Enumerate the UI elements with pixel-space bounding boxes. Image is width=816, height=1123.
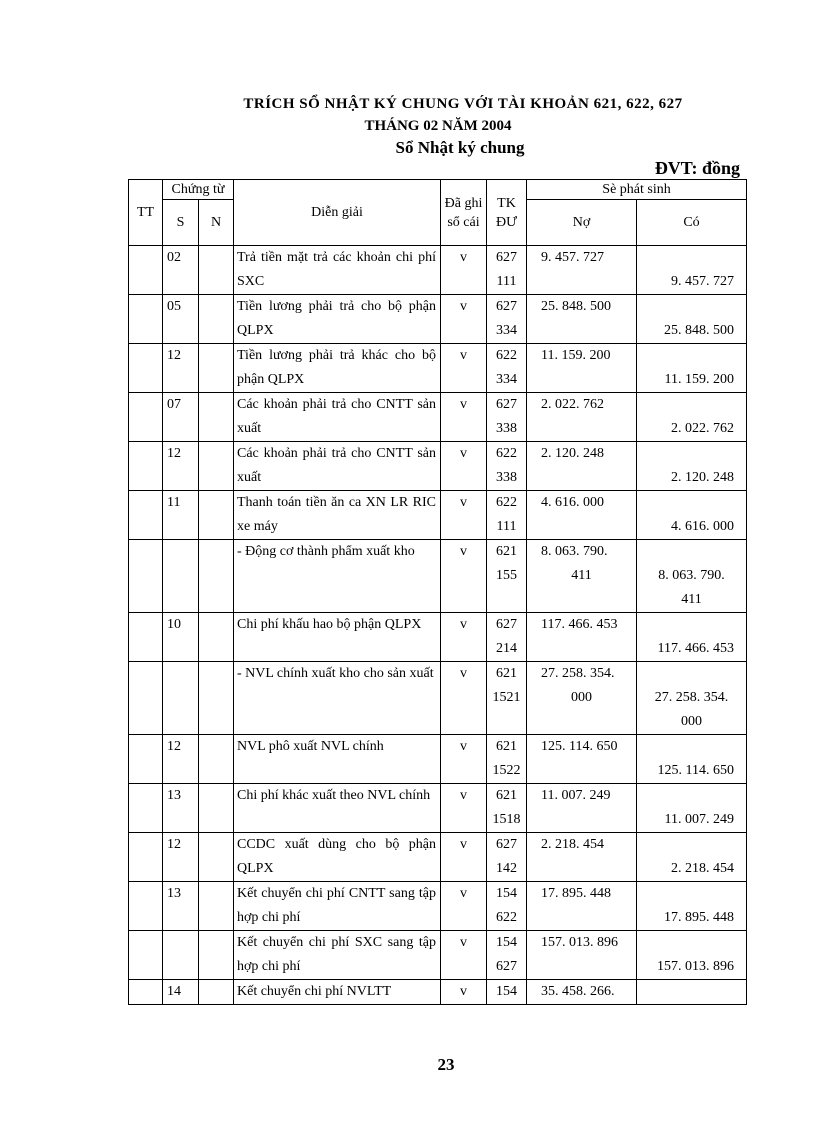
cell-s <box>163 393 199 442</box>
cell-n <box>199 662 234 735</box>
cell-account <box>487 662 527 735</box>
cell-account <box>487 246 527 295</box>
cell-posted <box>441 613 487 662</box>
cell-n <box>199 833 234 882</box>
table-row <box>129 246 747 295</box>
cell-description <box>234 246 441 295</box>
cell-posted <box>441 393 487 442</box>
debit-amount: 2. 218. 454 <box>541 837 604 852</box>
cell-posted <box>441 833 487 882</box>
posted-mark: v <box>460 397 467 412</box>
cell-tt <box>129 662 163 735</box>
cell-tt <box>129 882 163 931</box>
cell-description <box>234 491 441 540</box>
cell-account <box>487 735 527 784</box>
voucher-number: 02 <box>167 250 181 265</box>
debit-amount: 117. 466. 453 <box>541 617 618 632</box>
cell-debit <box>527 980 637 1005</box>
cell-credit <box>637 882 747 931</box>
cell-account <box>487 442 527 491</box>
cell-s <box>163 980 199 1005</box>
cell-n <box>199 442 234 491</box>
cell-description <box>234 980 441 1005</box>
cell-description <box>234 784 441 833</box>
table-row <box>129 882 747 931</box>
cell-tt <box>129 980 163 1005</box>
voucher-number: 11 <box>167 495 181 510</box>
cell-tt <box>129 833 163 882</box>
cell-account <box>487 613 527 662</box>
cell-debit <box>527 784 637 833</box>
table-row <box>129 784 747 833</box>
account-credit: 334 <box>496 323 517 338</box>
cell-posted <box>441 540 487 613</box>
account-debit: 621 <box>496 544 517 559</box>
account-debit: 154 <box>496 984 517 999</box>
debit-amount-cont: 000 <box>571 690 592 705</box>
posted-mark: v <box>460 837 467 852</box>
voucher-number: 05 <box>167 299 181 314</box>
posted-mark: v <box>460 348 467 363</box>
cell-n <box>199 613 234 662</box>
cell-debit <box>527 613 637 662</box>
debit-amount: 9. 457. 727 <box>541 250 604 265</box>
cell-n <box>199 491 234 540</box>
cell-s <box>163 735 199 784</box>
account-credit: 155 <box>496 568 517 583</box>
cell-credit <box>637 833 747 882</box>
cell-s <box>163 442 199 491</box>
credit-amount: 17. 895. 448 <box>664 910 735 925</box>
header-so-phat-sinh: Sè phát sinh <box>527 180 747 200</box>
table-row <box>129 491 747 540</box>
description-text: - NVL chính xuất kho cho sản xuất <box>237 666 434 681</box>
account-credit: 1518 <box>492 812 521 827</box>
voucher-number: 07 <box>167 397 181 412</box>
description-text: Kết chuyển chi phí SXC sang tập hợp chi phí <box>237 935 436 974</box>
cell-n <box>199 735 234 784</box>
cell-account <box>487 784 527 833</box>
cell-credit <box>637 246 747 295</box>
voucher-number: 12 <box>167 348 181 363</box>
cell-credit <box>637 442 747 491</box>
posted-mark: v <box>460 666 467 681</box>
cell-posted <box>441 882 487 931</box>
cell-tt <box>129 540 163 613</box>
cell-debit <box>527 662 637 735</box>
journal-table <box>128 179 747 1005</box>
cell-debit <box>527 735 637 784</box>
account-credit: 1522 <box>492 763 521 778</box>
header-chung-tu: Chứng từ <box>163 180 234 200</box>
debit-amount: 125. 114. 650 <box>541 739 618 754</box>
account-credit: 214 <box>496 641 517 656</box>
cell-credit <box>637 540 747 613</box>
description-text: Thanh toán tiền ăn ca XN LR RIC xe máy <box>237 495 436 534</box>
credit-amount-cont: 411 <box>681 592 702 607</box>
table-row <box>129 662 747 735</box>
posted-mark: v <box>460 617 467 632</box>
voucher-number: 12 <box>167 446 181 461</box>
cell-tt <box>129 393 163 442</box>
cell-credit <box>637 491 747 540</box>
posted-mark: v <box>460 495 467 510</box>
cell-description <box>234 393 441 442</box>
table-row <box>129 833 747 882</box>
voucher-number: 12 <box>167 739 181 754</box>
cell-debit <box>527 882 637 931</box>
cell-debit <box>527 540 637 613</box>
cell-account <box>487 882 527 931</box>
cell-description <box>234 344 441 393</box>
cell-tt <box>129 931 163 980</box>
table-row <box>129 980 747 1005</box>
table-row <box>129 344 747 393</box>
voucher-number: 12 <box>167 837 181 852</box>
account-credit: 627 <box>496 959 517 974</box>
posted-mark: v <box>460 935 467 950</box>
document-title: TRÍCH SỔ NHẬT KÝ CHUNG VỚI TÀI KHOẢN 621, 622, 627 <box>243 96 683 112</box>
cell-s <box>163 833 199 882</box>
header-tt: TT <box>129 180 163 246</box>
header-co: Có <box>637 200 747 246</box>
cell-description <box>234 833 441 882</box>
cell-debit <box>527 295 637 344</box>
account-debit: 622 <box>496 348 517 363</box>
cell-credit <box>637 662 747 735</box>
debit-amount-cont: 411 <box>571 568 592 583</box>
cell-s <box>163 344 199 393</box>
cell-posted <box>441 295 487 344</box>
description-text: Trả tiền mặt trả các khoản chi phí SXC <box>237 250 436 289</box>
cell-posted <box>441 246 487 295</box>
voucher-number: 14 <box>167 984 181 999</box>
header-tk-du: TK ĐƯ <box>487 180 527 246</box>
document-subtitle-month: THÁNG 02 NĂM 2004 <box>364 118 512 134</box>
cell-account <box>487 980 527 1005</box>
account-credit: 111 <box>496 274 517 289</box>
cell-account <box>487 344 527 393</box>
cell-posted <box>441 662 487 735</box>
table-row <box>129 613 747 662</box>
page-number: 23 <box>437 1055 455 1074</box>
table-row <box>129 735 747 784</box>
posted-mark: v <box>460 299 467 314</box>
credit-amount: 27. 258. 354. <box>654 690 729 705</box>
posted-mark: v <box>460 886 467 901</box>
cell-description <box>234 882 441 931</box>
description-text: Chi phí khác xuất theo NVL chính <box>237 788 431 803</box>
credit-amount-cont: 000 <box>681 714 702 729</box>
cell-debit <box>527 442 637 491</box>
cell-posted <box>441 491 487 540</box>
cell-credit <box>637 931 747 980</box>
debit-amount: 2. 120. 248 <box>541 446 604 461</box>
cell-description <box>234 295 441 344</box>
cell-tt <box>129 442 163 491</box>
debit-amount: 4. 616. 000 <box>541 495 604 510</box>
description-text: Các khoản phải trả cho CNTT sản xuất <box>237 397 436 436</box>
description-text: Chi phí khấu hao bộ phận QLPX <box>237 617 422 632</box>
account-debit: 627 <box>496 617 517 632</box>
header-no: Nợ <box>527 200 637 246</box>
cell-tt <box>129 784 163 833</box>
cell-s <box>163 613 199 662</box>
credit-amount: 2. 218. 454 <box>671 861 735 876</box>
cell-debit <box>527 246 637 295</box>
table-row <box>129 442 747 491</box>
debit-amount: 8. 063. 790. <box>541 544 608 559</box>
cell-n <box>199 540 234 613</box>
account-debit: 627 <box>496 299 517 314</box>
cell-posted <box>441 735 487 784</box>
description-text: Các khoản phải trả cho CNTT sản xuất <box>237 446 436 485</box>
description-text: Kết chuyển chi phí CNTT sang tập hợp chi phí <box>237 886 436 925</box>
account-credit: 338 <box>496 470 517 485</box>
cell-credit <box>637 295 747 344</box>
credit-amount: 157. 013. 896 <box>657 959 735 974</box>
cell-s <box>163 662 199 735</box>
posted-mark: v <box>460 788 467 803</box>
debit-amount: 17. 895. 448 <box>541 886 611 901</box>
voucher-number: 13 <box>167 886 181 901</box>
journal-body <box>129 246 747 1005</box>
cell-n <box>199 246 234 295</box>
cell-credit <box>637 735 747 784</box>
debit-amount: 2. 022. 762 <box>541 397 604 412</box>
cell-posted <box>441 931 487 980</box>
cell-tt <box>129 491 163 540</box>
table-row <box>129 393 747 442</box>
description-text: Kết chuyển chi phí NVLTT <box>237 984 392 999</box>
description-text: CCDC xuất dùng cho bộ phận QLPX <box>237 837 436 876</box>
cell-s <box>163 295 199 344</box>
posted-mark: v <box>460 250 467 265</box>
cell-debit <box>527 491 637 540</box>
cell-s <box>163 931 199 980</box>
account-credit: 142 <box>496 861 517 876</box>
posted-mark: v <box>460 739 467 754</box>
debit-amount: 27. 258. 354. <box>541 666 615 681</box>
cell-debit <box>527 833 637 882</box>
cell-tt <box>129 295 163 344</box>
account-debit: 622 <box>496 495 517 510</box>
account-credit: 334 <box>496 372 517 387</box>
debit-amount: 11. 007. 249 <box>541 788 611 803</box>
cell-n <box>199 344 234 393</box>
posted-mark: v <box>460 984 467 999</box>
account-debit: 627 <box>496 837 517 852</box>
description-text: Tiền lương phải trả cho bộ phận QLPX <box>237 299 436 338</box>
cell-s <box>163 246 199 295</box>
header-da-ghi-so-cai: Đã ghi sổ cái <box>441 180 487 246</box>
credit-amount: 2. 120. 248 <box>671 470 735 485</box>
cell-account <box>487 295 527 344</box>
currency-unit: ĐVT: đồng <box>654 158 740 178</box>
table-row <box>129 540 747 613</box>
voucher-number: 10 <box>167 617 181 632</box>
cell-account <box>487 393 527 442</box>
credit-amount: 25. 848. 500 <box>664 323 735 338</box>
cell-n <box>199 784 234 833</box>
account-debit: 621 <box>496 739 517 754</box>
cell-credit <box>637 344 747 393</box>
cell-tt <box>129 246 163 295</box>
account-debit: 627 <box>496 397 517 412</box>
cell-posted <box>441 784 487 833</box>
cell-account <box>487 540 527 613</box>
voucher-number: 13 <box>167 788 181 803</box>
credit-amount: 9. 457. 727 <box>671 274 735 289</box>
debit-amount: 35. 458. 266. <box>541 984 615 999</box>
cell-description <box>234 662 441 735</box>
cell-tt <box>129 735 163 784</box>
cell-description <box>234 613 441 662</box>
credit-amount: 117. 466. 453 <box>657 641 735 656</box>
cell-n <box>199 931 234 980</box>
cell-account <box>487 931 527 980</box>
cell-credit <box>637 980 747 1005</box>
cell-credit <box>637 393 747 442</box>
debit-amount: 11. 159. 200 <box>541 348 611 363</box>
header-n: N <box>199 200 234 246</box>
cell-credit <box>637 613 747 662</box>
cell-s <box>163 491 199 540</box>
cell-s <box>163 784 199 833</box>
cell-description <box>234 735 441 784</box>
account-credit: 338 <box>496 421 517 436</box>
cell-tt <box>129 613 163 662</box>
cell-s <box>163 540 199 613</box>
posted-mark: v <box>460 446 467 461</box>
cell-posted <box>441 344 487 393</box>
posted-mark: v <box>460 544 467 559</box>
debit-amount: 25. 848. 500 <box>541 299 611 314</box>
account-credit: 622 <box>496 910 517 925</box>
cell-posted <box>441 980 487 1005</box>
credit-amount: 8. 063. 790. <box>658 568 725 583</box>
cell-credit <box>637 784 747 833</box>
description-text: NVL phô xuất NVL chính <box>237 739 384 754</box>
debit-amount: 157. 013. 896 <box>541 935 618 950</box>
cell-n <box>199 295 234 344</box>
credit-amount: 2. 022. 762 <box>671 421 735 436</box>
cell-debit <box>527 393 637 442</box>
account-debit: 621 <box>496 788 517 803</box>
credit-amount: 11. 159. 200 <box>664 372 735 387</box>
cell-account <box>487 833 527 882</box>
table-row <box>129 931 747 980</box>
header-s: S <box>163 200 199 246</box>
cell-description <box>234 931 441 980</box>
credit-amount: 4. 616. 000 <box>671 519 735 534</box>
cell-n <box>199 393 234 442</box>
account-debit: 154 <box>496 886 517 901</box>
credit-amount: 11. 007. 249 <box>664 812 735 827</box>
account-credit: 111 <box>496 519 517 534</box>
cell-n <box>199 882 234 931</box>
cell-account <box>487 491 527 540</box>
description-text: Tiền lương phải trả khác cho bộ phận QLPX <box>237 348 436 387</box>
credit-amount: 125. 114. 650 <box>657 763 735 778</box>
cell-s <box>163 882 199 931</box>
cell-posted <box>441 442 487 491</box>
account-debit: 154 <box>496 935 517 950</box>
header-dien-giai: Diễn giải <box>234 180 441 246</box>
description-text: - Động cơ thành phẩm xuất kho <box>237 544 415 559</box>
cell-n <box>199 980 234 1005</box>
account-credit: 1521 <box>492 690 521 705</box>
table-row <box>129 295 747 344</box>
cell-tt <box>129 344 163 393</box>
cell-debit <box>527 931 637 980</box>
account-debit: 627 <box>496 250 517 265</box>
cell-description <box>234 442 441 491</box>
ledger-name: Sổ Nhật ký chung <box>395 138 525 157</box>
account-debit: 621 <box>496 666 517 681</box>
account-debit: 622 <box>496 446 517 461</box>
cell-debit <box>527 344 637 393</box>
cell-description <box>234 540 441 613</box>
